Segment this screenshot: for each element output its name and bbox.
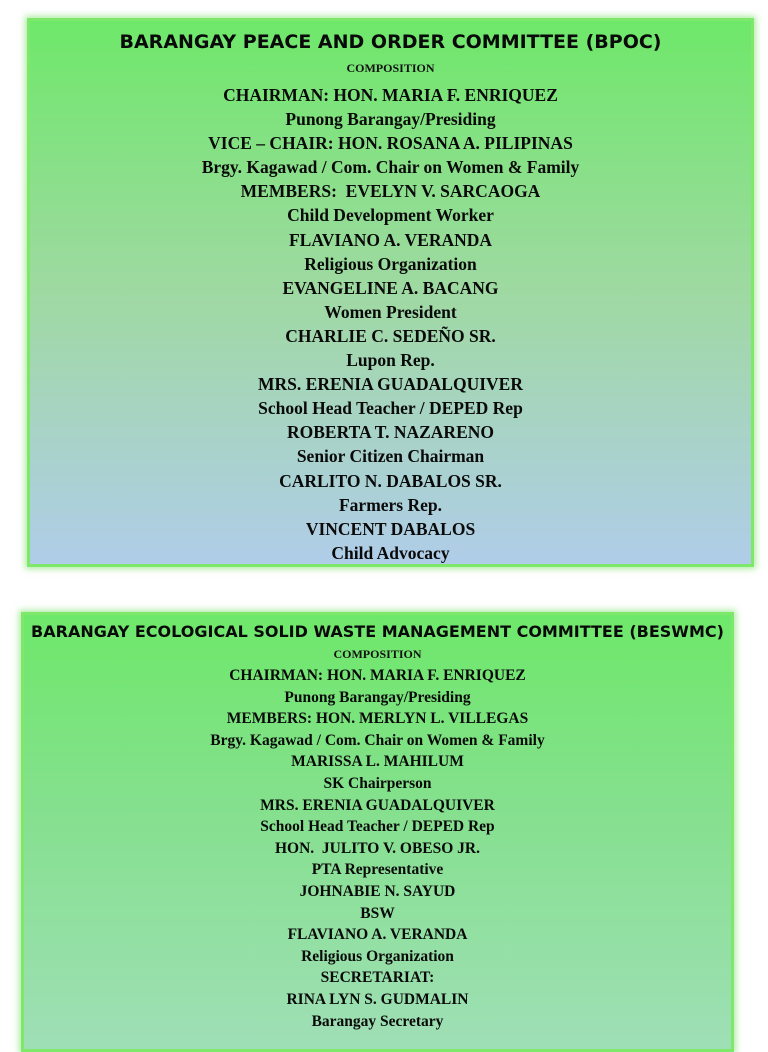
beswmc-line: CHAIRMAN: HON. MARIA F. ENRIQUEZ [229,667,526,684]
beswmc-line: FLAVIANO A. VERANDA [287,926,468,944]
bpoc-line: MRS. ERENIA GUADALQUIVER [258,374,523,395]
bpoc-line: Senior Citizen Chairman [296,446,485,467]
bpoc-line: Farmers Rep. [338,494,443,515]
bpoc-line: MEMBERS: EVELYN V. SARCAOGA [240,181,541,202]
bpoc-line: CARLITO N. DABALOS SR. [279,470,502,491]
bpoc-line: Religious Organization [304,253,477,274]
bpoc-line: CHAIRMAN: HON. MARIA F. ENRIQUEZ [223,85,558,105]
beswmc-line: Brgy. Kagawad / Com. Chair on Women & Family [210,731,545,749]
beswmc-line: Punong Barangay/Presiding [284,688,471,706]
beswmc-line: MARISSA L. MAHILUM [291,753,464,771]
bpoc-line: VICE – CHAIR: HON. ROSANA A. PILIPINAS [208,133,573,154]
beswmc-line: JOHNABIE N. SAYUD [299,882,456,900]
beswmc-line: School Head Teacher / DEPED Rep [260,818,495,836]
bpoc-panel [27,18,754,567]
bpoc-line: Child Advocacy [331,542,450,563]
bpoc-line: ROBERTA T. NAZARENO [287,422,494,443]
beswmc-line: MEMBERS: HON. MERLYN L. VILLEGAS [226,710,529,728]
bpoc-line: Lupon Rep. [346,350,435,371]
beswmc-line: HON. JULITO V. OBESO JR. [274,839,480,857]
beswmc-composition-label: COMPOSITION [333,647,422,661]
bpoc-title: BARANGAY PEACE AND ORDER COMMITTEE (BPOC) [119,31,662,53]
bpoc-line: School Head Teacher / DEPED Rep [258,398,523,419]
bpoc-line: CHARLIE C. SEDEÑO SR. [285,325,496,346]
bpoc-line: VINCENT DABALOS [305,518,476,539]
bpoc-composition-label: COMPOSITION [346,61,435,75]
beswmc-line: Religious Organization [301,947,454,965]
beswmc-line: SK Chairperson [323,774,432,792]
bpoc-line: Punong Barangay/Presiding [285,109,496,130]
bpoc-line: Child Development Worker [287,205,494,226]
beswmc-line: BSW [360,904,395,922]
beswmc-member-list [24,665,731,1032]
beswmc-panel [21,612,734,1052]
bpoc-line: FLAVIANO A. VERANDA [288,229,493,250]
beswmc-line: Barangay Secretary [311,1012,444,1030]
bpoc-line: EVANGELINE A. BACANG [282,277,499,298]
bpoc-line: Women President [324,301,457,322]
beswmc-title: BARANGAY ECOLOGICAL SOLID WASTE MANAGEMENT COMMITTEE (BESWMC) [31,622,724,641]
beswmc-line: SECRETARIAT: [320,969,435,987]
beswmc-line: RINA LYN S. GUDMALIN [286,990,469,1008]
bpoc-member-list [30,83,751,565]
bpoc-line: Brgy. Kagawad / Com. Chair on Women & Family [201,157,580,178]
beswmc-line: PTA Representative [311,861,444,879]
beswmc-line: MRS. ERENIA GUADALQUIVER [260,796,495,814]
